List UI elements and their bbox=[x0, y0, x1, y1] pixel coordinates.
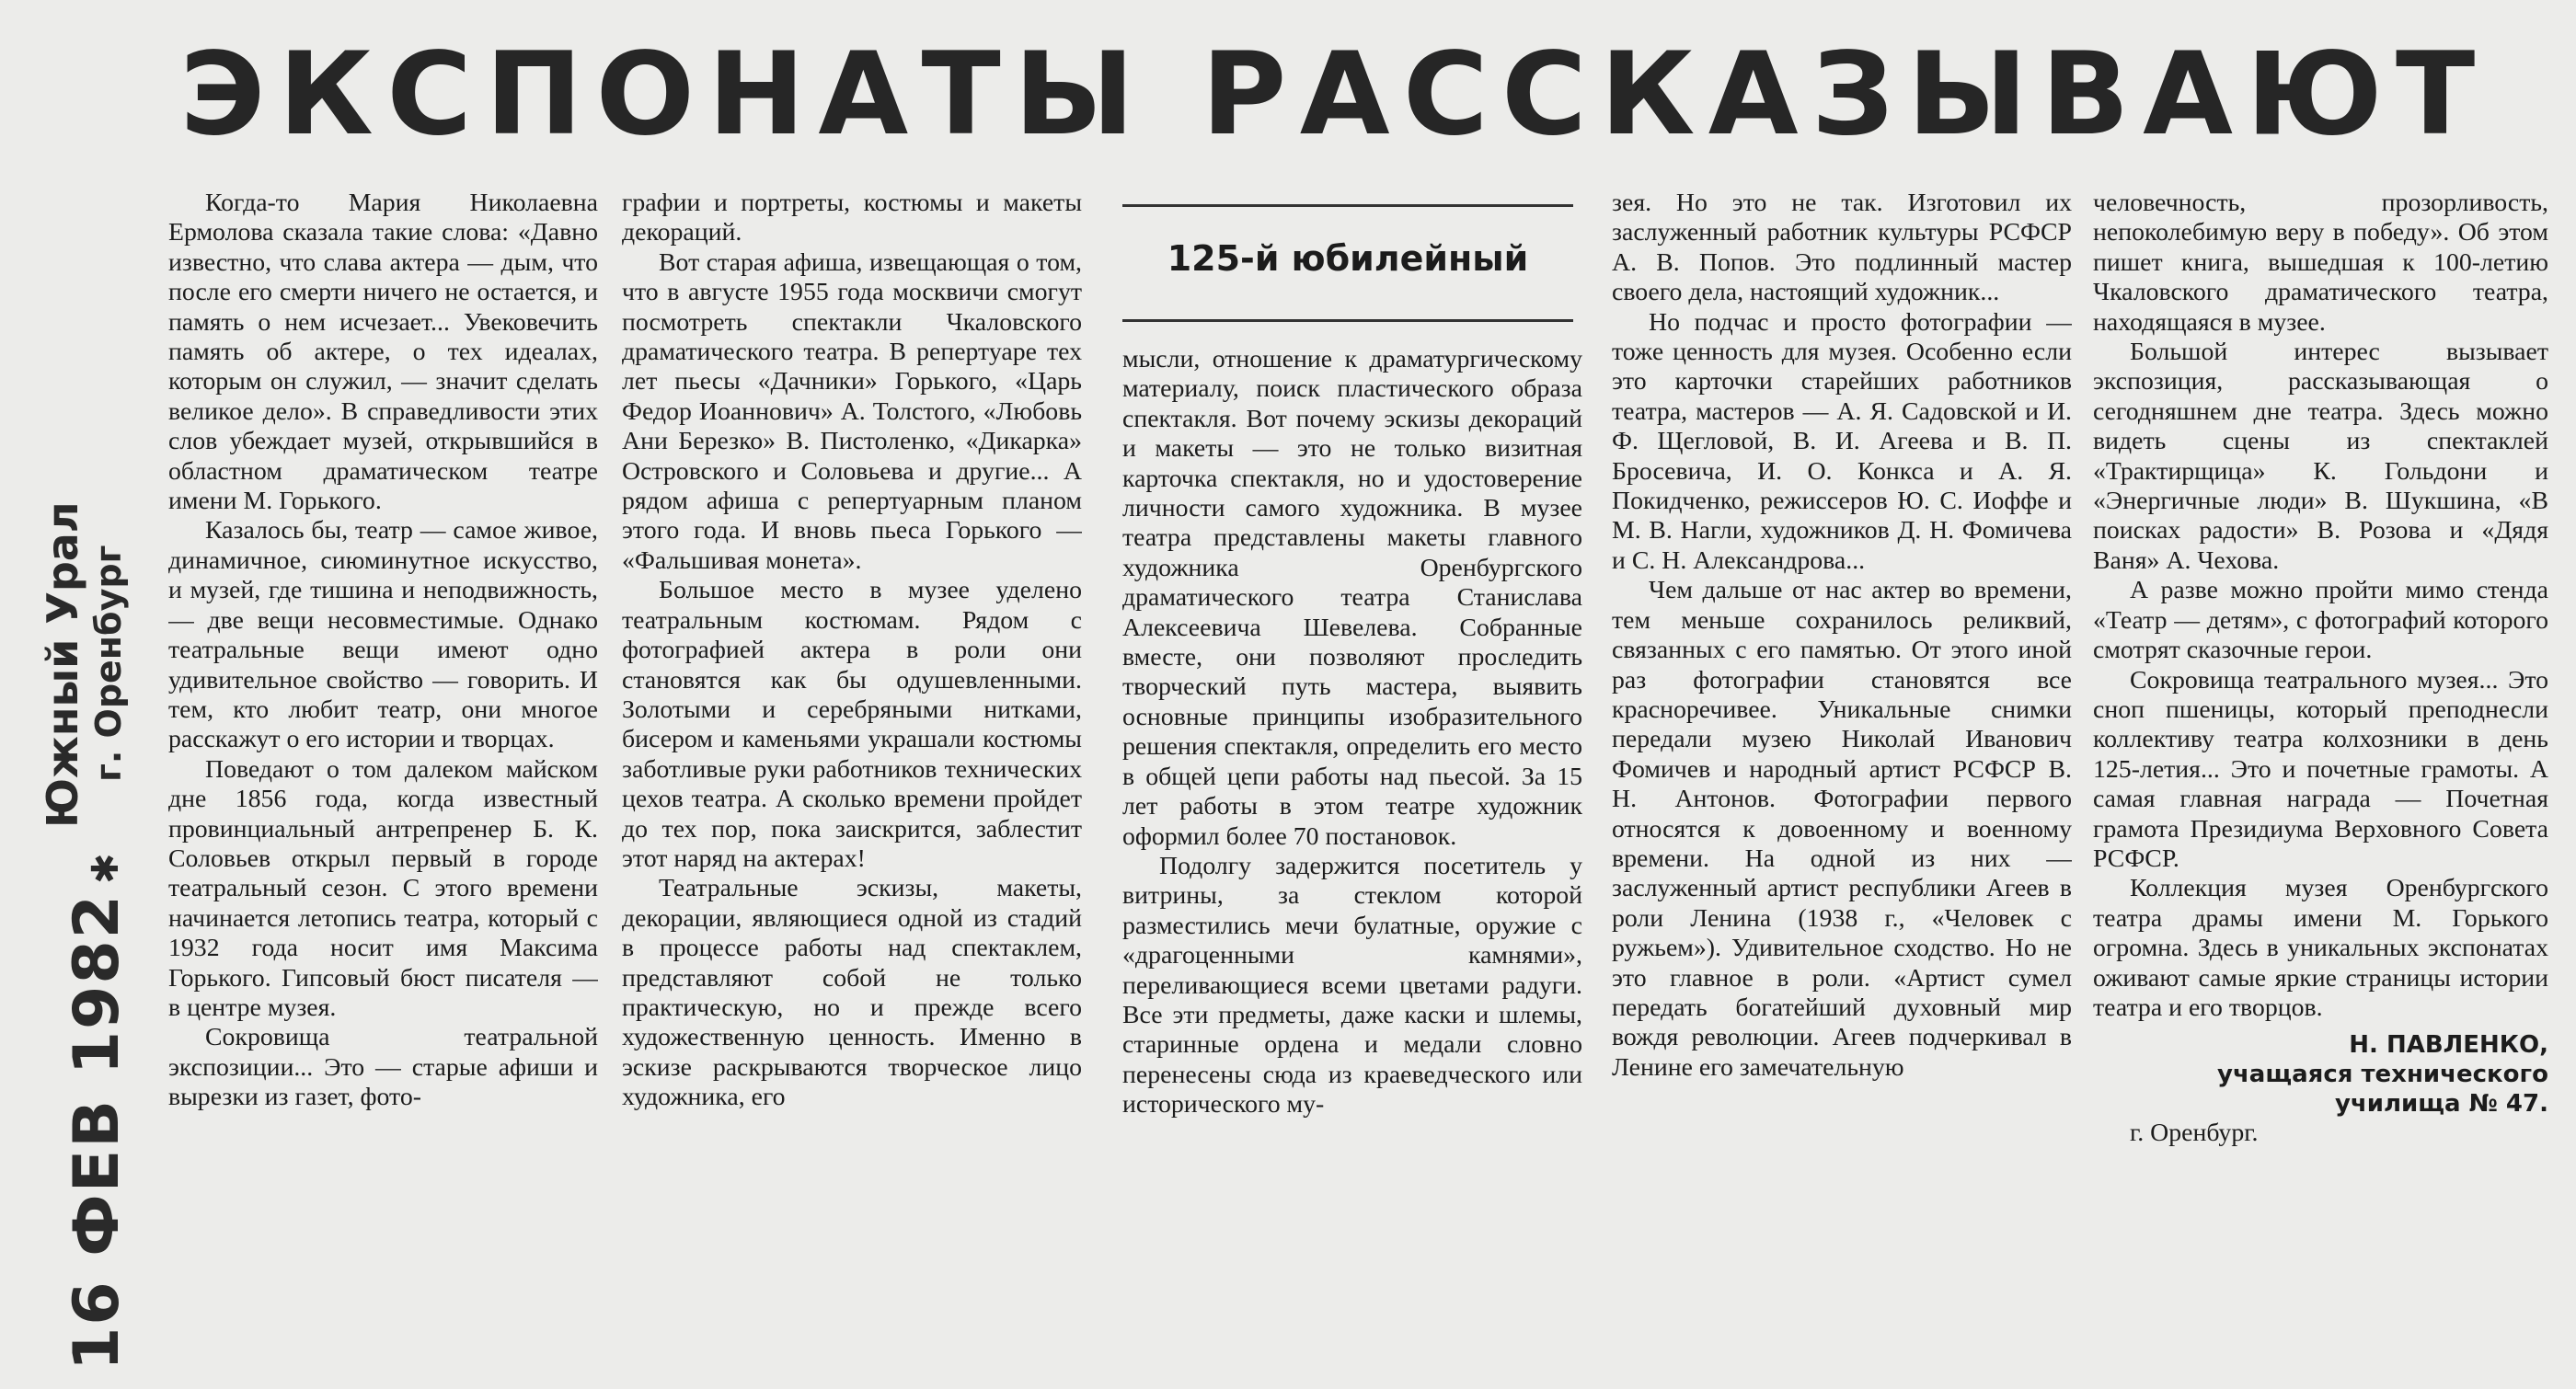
paragraph: Чем дальше от нас актер во времени, тем меньше сохранилось реликвий, связанных с его памятью. От этого иной раз фотографии становятся все красноречивее. Уникальные снимки передали музею Николай Иванович Фомичев и народный артист РСФСР В. Н. Антонов. Фотографии первого относятся к довоенному и военному времени. На одной из них — заслуженный артист республики Агеев в роли Ленина (1938 г., «Человек с ружьем»). Удивительное сходство. Но не это главное в роли. «Артист сумел передать богатейший духовный мир вождя революции. Агеев подчеркивал в Ленине его замечательную bbox=[1612, 576, 2072, 1082]
star-icon: ✱ bbox=[85, 851, 127, 885]
paragraph: мысли, отношение к драматургическому материалу, поиск пластического образа спектакля. Вот почему эскизы декораций и макеты — это не только визитная карточка спектакля, но и удостоверение личности самого художника. В музее театра представлены макеты главного художника Оренбургского драматического театра Станислава Алексеевича Шевелева. Собранные вместе, они позволяют проследить творческий путь мастера, выявить основные принципы изобразительного решения спектакля, определить его место в общей цепи работы над пьесой. За 15 лет работы в этом театре художник оформил более 70 постановок. bbox=[1122, 345, 1582, 851]
article-column-2 bbox=[622, 189, 1082, 1357]
paragraph: Большой интерес вызывает экспозиция, рассказывающая о сегодняшнем дне театра. Здесь можно видеть сцены из спектаклей «Трактирщица» К. Гольдони и «Энергичные люди» В. Шукшина, «В поисках радости» В. Розова и «Дядя Ваня» А. Чехова. bbox=[2093, 338, 2548, 575]
paragraph: Когда-то Мария Николаевна Ермолова сказала такие слова: «Давно известно, что слава актера — дым, что после его смерти ничего не остается, и память о нем исчезает... Увековечить память об актере, о тех идеалах, которым он служил, — значит сделать великое дело». В справедливости этих слов убеждает музей, открывшийся в областном драматическом театре имени М. Горького. bbox=[168, 189, 598, 516]
paragraph: Вот старая афиша, извещающая о том, что в августе 1955 года москвичи смогут посмотреть спектакли Чкаловского драматического театра. В репертуаре тех лет пьесы «Дачники» Горького, «Царь Федор Иоаннович» А. Толстого, «Любовь Ани Березко» В. Пистоленко, «Дикарка» Островского и Соловьева и другие... А рядом афиша с репертуарным планом этого года. И вновь пьеса Горького — «Фальшивая монета». bbox=[622, 247, 1082, 575]
paragraph: Сокровища театральной экспозиции... Это — старые афиши и вырезки из газет, фото- bbox=[168, 1023, 598, 1112]
paragraph: Сокровища театрального музея... Это сноп пшеницы, который преподнесли коллективу театра колхозники в день 125-летия... Это и почетные грамоты. А самая главная награда — Почетная грамота Президиума Верховного Совета РСФСР. bbox=[2093, 665, 2548, 873]
article-column-4 bbox=[1612, 189, 2072, 1357]
paragraph: Театральные эскизы, макеты, декорации, являющиеся одной из стадий в процессе работы над спектаклем, представляют собой не только практическую, но и прежде всего художественную ценность. Именно в эскизе раскрываются творческое лицо художника, его bbox=[622, 874, 1082, 1112]
paragraph: человечность, прозорливость, непоколебимую веру в победу». Об этом пишет книга, вышедшая к 100-летию Чкаловского драматического театра, находящаяся в музее. bbox=[2093, 189, 2548, 337]
author-role: учащаяся технического bbox=[2217, 1061, 2548, 1089]
stamp-newspaper: Южный Урал bbox=[38, 501, 87, 828]
date-stamp bbox=[7, 267, 136, 1371]
paragraph: А разве можно пройти мимо стенда «Театр — детям», с фотографий которого смотрят сказочные герои. bbox=[2093, 576, 2548, 665]
article-column-5 bbox=[2093, 189, 2548, 1357]
paragraph: Большое место в музее уделено театральным костюмам. Рядом с фотографией актера в роли они становятся как бы одушевленными. Золотыми и серебряными нитками, бисером и каменьями украшали костюмы заботливые руки работников технических цехов театра. А сколько времени пройдет до тех пор, пока заискрится, заблестит этот наряд на актерах! bbox=[622, 576, 1082, 873]
article-column-3 bbox=[1122, 345, 1582, 1357]
paragraph: зея. Но это не так. Изготовил их заслуженный работник культуры РСФСР А. В. Попов. Это подлинный мастер своего дела, настоящий художник... bbox=[1612, 189, 2072, 307]
author-name: Н. ПАВЛЕНКО, bbox=[2349, 1031, 2548, 1060]
stamp-date-text: 16 ФЕВ 1982 bbox=[61, 893, 133, 1371]
headline: ЭКСПОНАТЫ РАССКАЗЫВАЮТ bbox=[179, 29, 2489, 161]
paragraph: Казалось бы, театр — самое живое, динамичное, сиюминутное искусство, и музей, где тишина и неподвижность, — две вещи несовместимые. Однако театральные вещи имеют одно удивительное свойство — говорить. И тем, кто любит театр, они многое расскажут о его истории и творцах. bbox=[168, 516, 598, 754]
rubric-box bbox=[1122, 204, 1573, 322]
paragraph: графии и портреты, костюмы и макеты декораций. bbox=[622, 189, 1082, 247]
rubric-title: 125-й юбилейный bbox=[1167, 238, 1529, 279]
paragraph: Но подчас и просто фотографии — тоже ценность для музея. Особенно если это карточки старейших работников театра, мастеров — А. Я. Садовской и И. Ф. Щегловой, В. И. Агеева и В. П. Бросевича, И. О. Конкса и А. Я. Покидченко, режиссеров Ю. С. Иоффе и М. В. Нагли, художников Д. Н. Фомичева и С. Н. Александрова... bbox=[1612, 307, 2072, 575]
paragraph: Подолгу задержится посетитель у витрины, за стеклом которой разместились мечи булатные, оружие с «драгоценными камнями», переливающиеся всеми цветами радуги. Все эти предметы, даже каски и шлемы, старинные ордена и медали словно перенесены сюда из краеведческого или исторического му- bbox=[1122, 851, 1582, 1119]
stamp-date bbox=[63, 843, 141, 1371]
stamp-city: г. Оренбург bbox=[88, 545, 129, 782]
paragraph: Коллекция музея Оренбургского театра драмы имени М. Горького огромна. Здесь в уникальных экспонатах оживают самые яркие страницы истории театра и его творцов. bbox=[2093, 874, 2548, 1022]
paragraph: Поведают о том далеком майском дне 1856 года, когда известный провинциальный антрепренер Б. К. Соловьев открыл первый в городе театральный сезон. С этого времени начинается летопись театра, который с 1932 года носит имя Максима Горького. Гипсовый бюст писателя — в центре музея. bbox=[168, 754, 598, 1022]
article-column-1 bbox=[168, 189, 598, 1357]
author-city: г. Оренбург. bbox=[2130, 1119, 2259, 1148]
author-school: училища № 47. bbox=[2334, 1090, 2548, 1119]
